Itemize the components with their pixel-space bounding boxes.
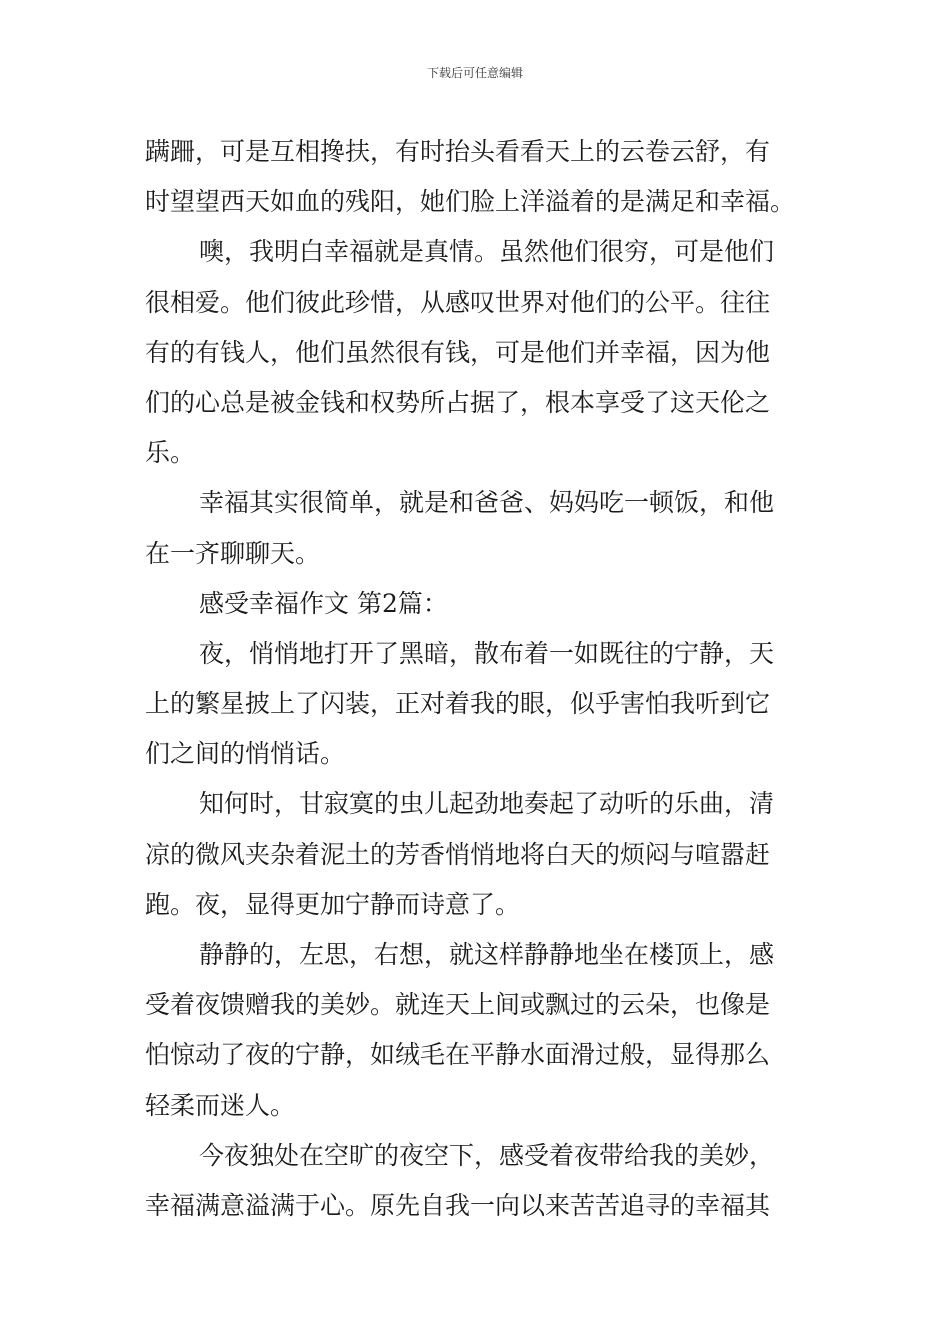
text-line: 跑。夜，显得更加宁静而诗意了。 (145, 889, 521, 919)
text-line: 很相爱。他们彼此珍惜，从感叹世界对他们的公平。往往 (145, 287, 771, 317)
text-line: 们之间的悄悄话。 (145, 739, 346, 769)
text-line: 知何时，甘寂寞的虫儿起劲地奏起了动听的乐曲，清 (199, 789, 775, 819)
text-line: 幸福其实很简单，就是和爸爸、妈妈吃一顿饭，和他 (199, 488, 775, 518)
text-line: 噢，我明白幸福就是真情。虽然他们很穷，可是他们 (199, 237, 775, 267)
text-line: 静静的，左思，右想，就这样静静地坐在楼顶上，感 (199, 940, 775, 969)
page-header: 下载后可任意编辑 (426, 66, 523, 80)
text-line: 轻柔而迷人。 (145, 1090, 296, 1120)
text-line: 蹒跚，可是互相搀扶，有时抬头看看天上的云卷云舒，有 (145, 137, 771, 166)
text-line: 在一齐聊聊天。 (145, 538, 321, 568)
text-line: 幸福满意溢满于心。原先自我一向以来苦苦追寻的幸福其 (145, 1190, 771, 1220)
document-body (145, 127, 817, 1231)
text-line: 怕惊动了夜的宁静，如绒毛在平静水面滑过般，显得那么 (145, 1040, 771, 1070)
text-line: 乐。 (145, 438, 196, 468)
text-line: 凉的微风夹杂着泥土的芳香悄悄地将白天的烦闷与喧嚣赶 (145, 839, 771, 869)
text-line: 有的有钱人，他们虽然很有钱，可是他们并幸福，因为他 (145, 337, 771, 367)
text-line: 时望望西天如血的残阳，她们脸上洋溢着的是满足和幸福。 (145, 187, 796, 217)
text-line: 受着夜馈赠我的美妙。就连天上间或飘过的云朵，也像是 (145, 990, 771, 1020)
text-line: 们的心总是被金钱和权势所占据了，根本享受了这天伦之 (145, 387, 771, 417)
text-line: 上的繁星披上了闪装，正对着我的眼，似乎害怕我听到它 (145, 689, 771, 719)
text-line: 夜，悄悄地打开了黑暗，散布着一如既往的宁静，天 (199, 638, 775, 668)
section-title: 感受幸福作文 第2篇： (199, 588, 448, 618)
text-line: 今夜独处在空旷的夜空下，感受着夜带给我的美妙， (199, 1140, 775, 1170)
